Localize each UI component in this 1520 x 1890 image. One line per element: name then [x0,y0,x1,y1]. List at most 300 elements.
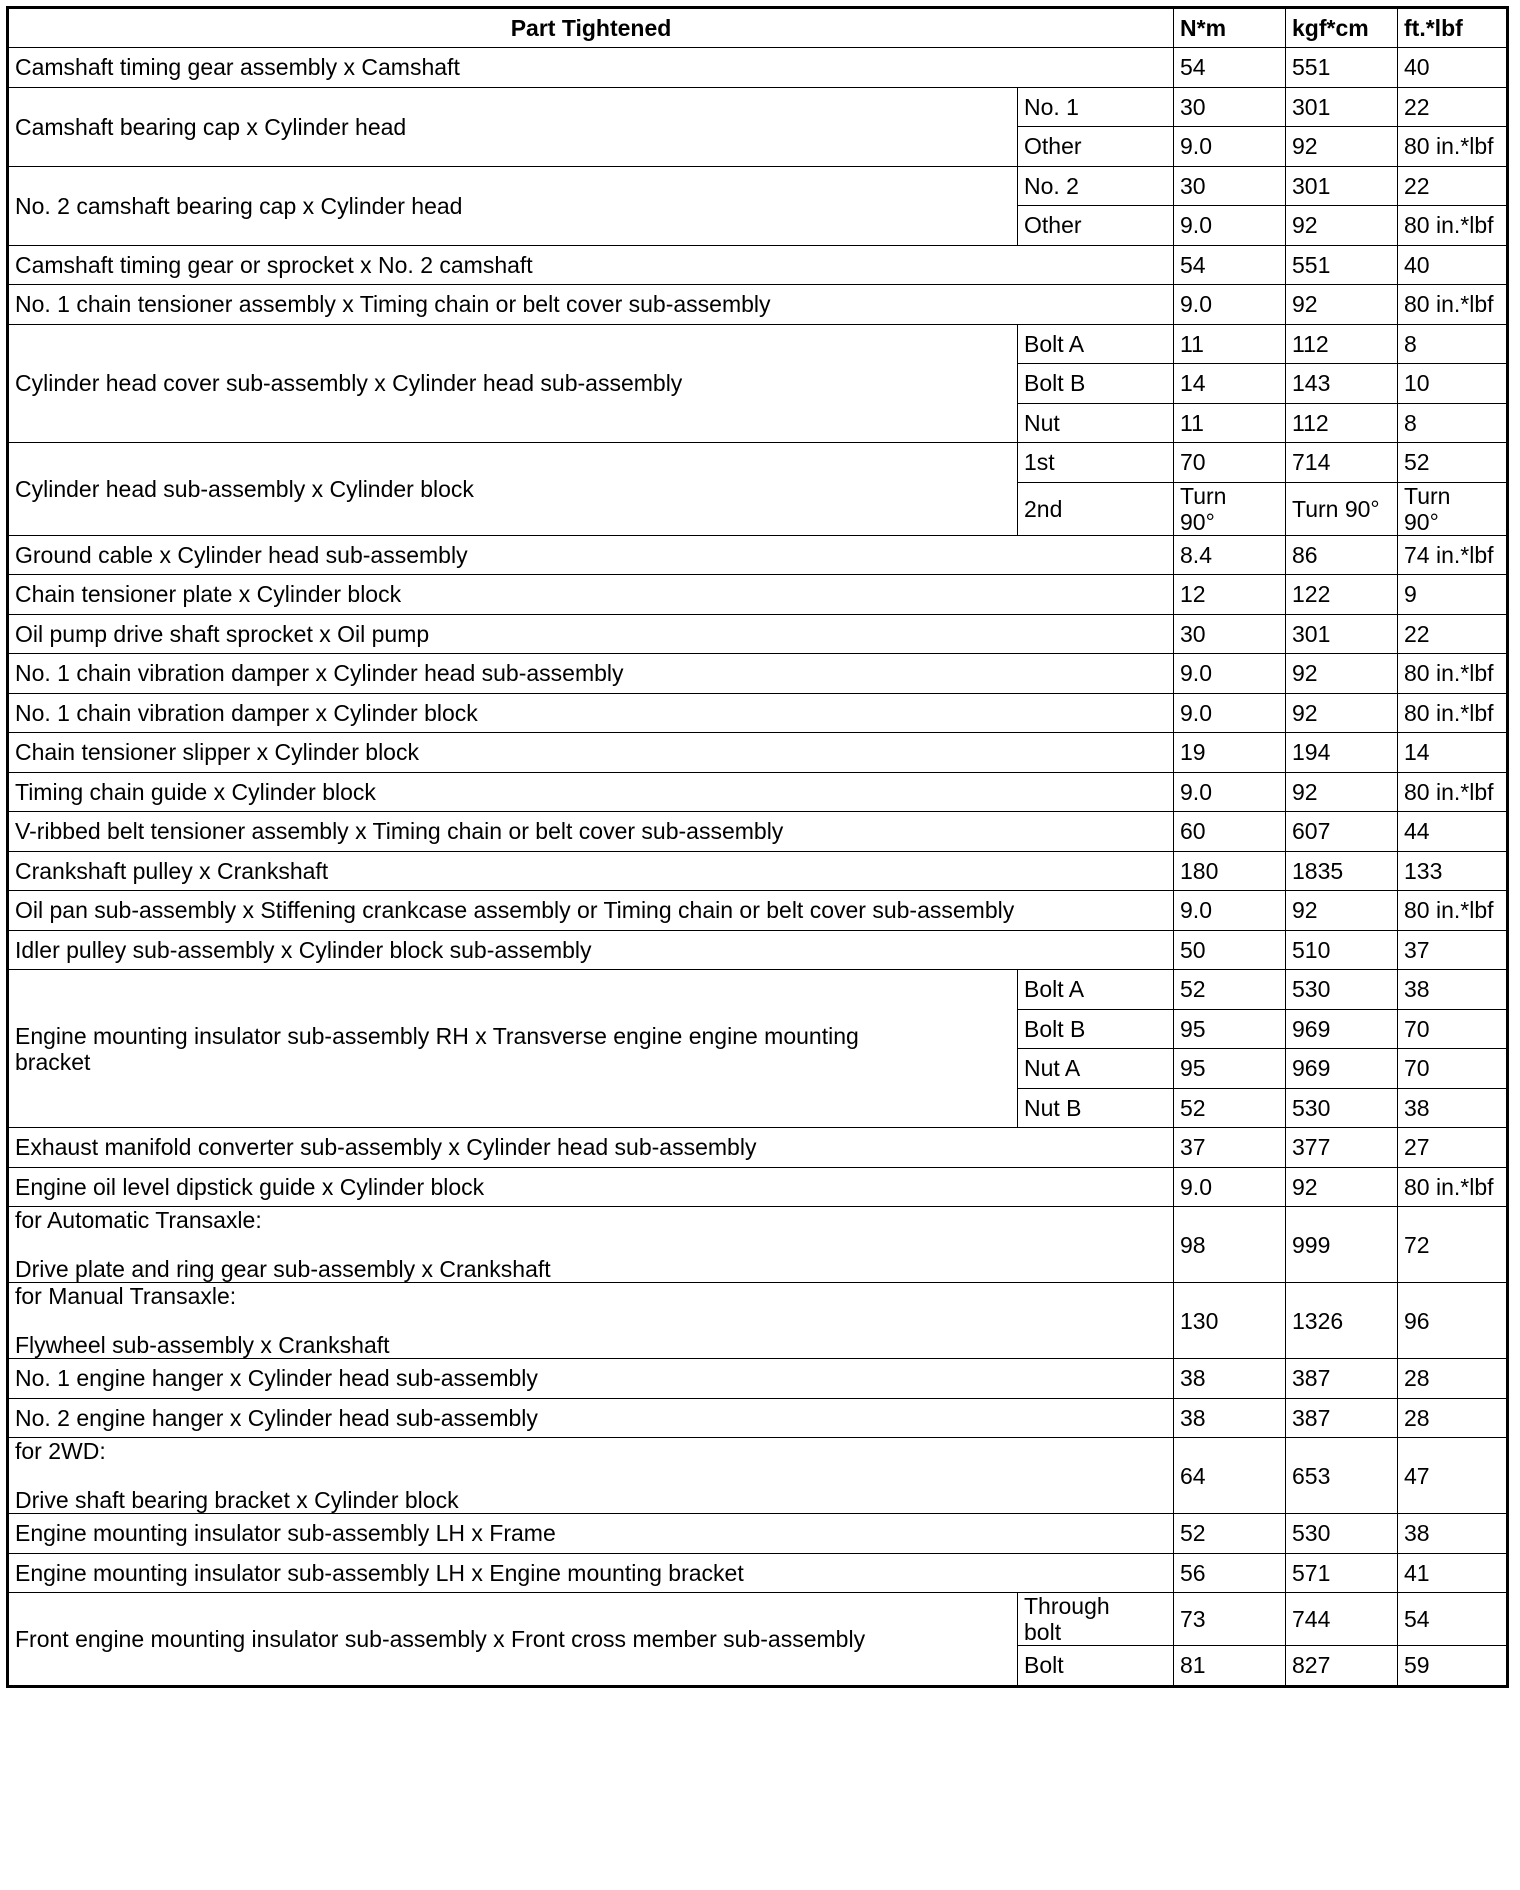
text-line: 30 [1180,93,1206,120]
torque-kgf-cm-cell [1286,1128,1398,1168]
text-line: 38 [1404,1520,1430,1547]
torque-nm-cell [1174,733,1286,773]
torque-nm-cell [1174,1553,1286,1593]
torque-ft-lbf-cell [1398,654,1508,694]
torque-nm-cell [1174,245,1286,285]
torque-kgf-cm-cell [1286,1646,1398,1687]
text-line: 9.0 [1180,897,1212,924]
text-line: 387 [1292,1365,1331,1392]
torque-ft-lbf-cell [1398,206,1508,246]
table-row [8,48,1508,88]
part-tightened-cell [8,87,1018,166]
table-row [8,1359,1508,1399]
part-tightened-cell [8,1359,1174,1399]
text-line [15,1464,1167,1487]
text-line: 9.0 [1180,133,1212,160]
text-line: 744 [1292,1606,1331,1632]
text-line: 90° [1404,508,1439,535]
table-row [8,285,1508,325]
torque-ft-lbf-cell [1398,166,1508,206]
torque-kgf-cm-cell [1286,1283,1398,1359]
text-line: No. 1 chain vibration damper x Cylinder head sub-assembly [15,660,624,687]
text-line: 11 [1180,330,1204,357]
fastener-label-cell [1018,1088,1174,1128]
part-tightened-cell [8,48,1174,88]
part-tightened-cell [8,693,1174,733]
text-line: 41 [1404,1559,1430,1586]
text-line: 40 [1404,54,1430,81]
text-line: 80 in.*lbf [1404,778,1494,805]
table-row [8,1593,1508,1646]
torque-ft-lbf-cell [1398,891,1508,931]
torque-kgf-cm-cell [1286,482,1398,535]
table-row [8,575,1508,615]
text-line: 52 [1180,1520,1206,1547]
part-tightened-cell [8,614,1174,654]
part-tightened-cell [8,166,1018,245]
torque-nm-cell [1174,1009,1286,1049]
text-line: 1st [1024,449,1055,476]
text-line: Nut B [1024,1094,1082,1121]
torque-ft-lbf-cell [1398,403,1508,443]
text-line: 133 [1404,857,1443,884]
torque-nm-cell [1174,403,1286,443]
torque-kgf-cm-cell [1286,1438,1398,1514]
torque-kgf-cm-cell [1286,1049,1398,1089]
torque-ft-lbf-cell [1398,482,1508,535]
text-line: 52 [1180,976,1206,1003]
torque-ft-lbf-cell [1398,614,1508,654]
torque-kgf-cm-cell [1286,654,1398,694]
torque-nm-cell [1174,1593,1286,1646]
table-row [8,733,1508,773]
torque-kgf-cm-cell [1286,206,1398,246]
text-line: 827 [1292,1652,1331,1679]
torque-nm-cell [1174,48,1286,88]
text-line: Through [1024,1593,1110,1619]
text-line: 74 in.*lbf [1404,541,1494,568]
torque-kgf-cm-cell [1286,851,1398,891]
text-line: No. 1 chain vibration damper x Cylinder block [15,699,478,726]
torque-rows [8,48,1508,1687]
fastener-label-cell [1018,1009,1174,1049]
text-line: 1326 [1292,1307,1344,1334]
text-line: for Automatic Transaxle: [15,1207,262,1233]
table-row [8,693,1508,733]
text-line: Other [1024,133,1082,160]
table-row [8,851,1508,891]
text-line: Turn [1404,482,1451,509]
fastener-label-cell [1018,87,1174,127]
torque-ft-lbf-cell [1398,1283,1508,1359]
text-line: 70 [1404,1015,1430,1042]
text-line: Flywheel sub-assembly x Crankshaft [15,1332,390,1358]
text-line: 22 [1404,620,1430,647]
text-line: 387 [1292,1404,1331,1431]
table-row [8,812,1508,852]
torque-ft-lbf-cell [1398,1207,1508,1283]
text-line: 130 [1180,1307,1219,1334]
part-tightened-cell [8,930,1174,970]
torque-kgf-cm-cell [1286,891,1398,931]
torque-nm-cell [1174,1438,1286,1514]
text-line: Engine oil level dipstick guide x Cylinder block [15,1173,485,1200]
torque-nm-cell [1174,851,1286,891]
text-line: 8.4 [1180,541,1212,568]
torque-nm-cell [1174,285,1286,325]
text-line: Engine mounting insulator sub-assembly RH x Transverse engine engine mounting [15,1022,859,1049]
torque-nm-cell [1174,930,1286,970]
text-line: 143 [1292,370,1331,397]
torque-ft-lbf-cell [1398,48,1508,88]
torque-kgf-cm-cell [1286,443,1398,483]
torque-ft-lbf-cell [1398,733,1508,773]
text-line: 92 [1292,1173,1318,1200]
torque-kgf-cm-cell [1286,1514,1398,1554]
text-line: Engine mounting insulator sub-assembly LH x Engine mounting bracket [15,1559,744,1586]
text-line: 59 [1404,1652,1430,1679]
part-tightened-cell [8,1283,1174,1359]
table-row [8,614,1508,654]
torque-nm-cell [1174,1049,1286,1089]
torque-ft-lbf-cell [1398,364,1508,404]
torque-ft-lbf-cell [1398,1359,1508,1399]
torque-kgf-cm-cell [1286,324,1398,364]
text-line: Timing chain guide x Cylinder block [15,778,376,805]
torque-nm-cell [1174,693,1286,733]
table-row [8,891,1508,931]
torque-kgf-cm-cell [1286,693,1398,733]
part-tightened-cell [8,733,1174,773]
text-line: 530 [1292,1520,1331,1547]
text-line: for 2WD: [15,1438,106,1464]
text-line: 9 [1404,581,1417,608]
torque-kgf-cm-cell [1286,614,1398,654]
torque-nm-cell [1174,614,1286,654]
text-line: 28 [1404,1365,1430,1392]
text-line: 98 [1180,1231,1206,1258]
torque-ft-lbf-cell [1398,772,1508,812]
torque-ft-lbf-cell [1398,812,1508,852]
torque-ft-lbf-cell [1398,443,1508,483]
torque-kgf-cm-cell [1286,733,1398,773]
torque-nm-cell [1174,1514,1286,1554]
table-row [8,654,1508,694]
text-line: 92 [1292,660,1318,687]
text-line: 80 in.*lbf [1404,212,1494,239]
fastener-label-cell [1018,970,1174,1010]
torque-ft-lbf-cell [1398,1398,1508,1438]
header-nm: N*m [1174,8,1286,48]
torque-kgf-cm-cell [1286,48,1398,88]
text-line: 9.0 [1180,1173,1212,1200]
text-line: 38 [1180,1404,1206,1431]
text-line: 54 [1180,251,1206,278]
text-line: Crankshaft pulley x Crankshaft [15,857,329,884]
text-line: Oil pump drive shaft sprocket x Oil pump [15,620,430,647]
part-tightened-cell [8,1207,1174,1283]
torque-ft-lbf-cell [1398,851,1508,891]
table-row [8,772,1508,812]
text-line: 9.0 [1180,660,1212,687]
text-line: Nut A [1024,1055,1081,1082]
part-tightened-cell [8,654,1174,694]
torque-kgf-cm-cell [1286,575,1398,615]
part-tightened-cell [8,970,1018,1128]
torque-nm-cell [1174,87,1286,127]
text-line: 12 [1180,581,1206,608]
torque-ft-lbf-cell [1398,1553,1508,1593]
text-line: 714 [1292,449,1331,476]
text-line: No. 2 [1024,172,1079,199]
torque-kgf-cm-cell [1286,364,1398,404]
torque-nm-cell [1174,482,1286,535]
torque-nm-cell [1174,443,1286,483]
torque-ft-lbf-cell [1398,930,1508,970]
text-line: 969 [1292,1055,1331,1082]
text-line: Camshaft timing gear assembly x Camshaft [15,54,460,81]
torque-nm-cell [1174,1359,1286,1399]
text-line: 47 [1404,1462,1430,1489]
text-line: 70 [1404,1055,1430,1082]
part-tightened-cell [8,1593,1018,1687]
torque-kgf-cm-cell [1286,1009,1398,1049]
text-line: 92 [1292,133,1318,160]
text-line: 551 [1292,251,1331,278]
table-row [8,1553,1508,1593]
text-line: Chain tensioner slipper x Cylinder block [15,739,419,766]
table-row [8,245,1508,285]
text-line: Ground cable x Cylinder head sub-assembly [15,541,468,568]
text-line: 54 [1180,54,1206,81]
text-line: 44 [1404,818,1430,845]
table-row [8,1438,1508,1514]
text-line: Front engine mounting insulator sub-assembly x Front cross member sub-assembly [15,1625,866,1652]
text-line: 80 in.*lbf [1404,1173,1494,1200]
text-line: 92 [1292,699,1318,726]
text-line: 28 [1404,1404,1430,1431]
text-line: Bolt B [1024,370,1086,397]
text-line: Cylinder head cover sub-assembly x Cylinder head sub-assembly [15,370,683,397]
torque-ft-lbf-cell [1398,1646,1508,1687]
part-tightened-cell [8,285,1174,325]
text-line: Exhaust manifold converter sub-assembly x Cylinder head sub-assembly [15,1134,757,1161]
part-tightened-cell [8,443,1018,536]
torque-nm-cell [1174,1646,1286,1687]
text-line: 2nd [1024,495,1063,522]
text-line: 1835 [1292,857,1344,884]
text-line: 80 in.*lbf [1404,699,1494,726]
text-line: 9.0 [1180,778,1212,805]
torque-kgf-cm-cell [1286,285,1398,325]
text-line: 180 [1180,857,1219,884]
torque-nm-cell [1174,206,1286,246]
torque-ft-lbf-cell [1398,1049,1508,1089]
text-line: No. 1 chain tensioner assembly x Timing chain or belt cover sub-assembly [15,291,771,318]
text-line: 22 [1404,93,1430,120]
text-line: 96 [1404,1307,1430,1334]
fastener-label-cell [1018,206,1174,246]
text-line: 9.0 [1180,291,1212,318]
fastener-label-cell [1018,403,1174,443]
torque-kgf-cm-cell [1286,772,1398,812]
table-row [8,87,1508,127]
header-ft-lbf: ft.*lbf [1398,8,1508,48]
torque-nm-cell [1174,166,1286,206]
text-line: 22 [1404,172,1430,199]
part-tightened-cell [8,851,1174,891]
torque-kgf-cm-cell [1286,812,1398,852]
part-tightened-cell [8,535,1174,575]
torque-nm-cell [1174,127,1286,167]
text-line: 40 [1404,251,1430,278]
torque-spec-document [6,6,1509,1688]
text-line: No. 2 engine hanger x Cylinder head sub-assembly [15,1404,538,1431]
text-line: 530 [1292,976,1331,1003]
torque-ft-lbf-cell [1398,285,1508,325]
torque-kgf-cm-cell [1286,87,1398,127]
torque-ft-lbf-cell [1398,535,1508,575]
text-line: Bolt A [1024,976,1085,1003]
torque-ft-lbf-cell [1398,87,1508,127]
torque-kgf-cm-cell [1286,1088,1398,1128]
header-kgf-cm: kgf*cm [1286,8,1398,48]
torque-spec-table [6,6,1509,1688]
fastener-label-cell [1018,1049,1174,1089]
fastener-label-cell [1018,1646,1174,1687]
text-line: 14 [1404,739,1430,766]
text-line: 530 [1292,1094,1331,1121]
part-tightened-cell [8,1398,1174,1438]
part-tightened-cell [8,1128,1174,1168]
torque-nm-cell [1174,1088,1286,1128]
text-line: 8 [1404,409,1417,436]
text-line: 27 [1404,1134,1430,1161]
text-line: 301 [1292,93,1331,120]
torque-nm-cell [1174,1283,1286,1359]
torque-ft-lbf-cell [1398,693,1508,733]
header-part-tightened: Part Tightened [8,8,1174,48]
text-line: Other [1024,212,1082,239]
text-line: 37 [1180,1134,1206,1161]
torque-kgf-cm-cell [1286,1207,1398,1283]
text-line: 8 [1404,330,1417,357]
text-line [15,1309,1167,1332]
table-row [8,1207,1508,1283]
table-row [8,535,1508,575]
text-line: 607 [1292,818,1331,845]
fastener-label-cell [1018,1593,1174,1646]
table-row [8,1514,1508,1554]
torque-nm-cell [1174,1398,1286,1438]
text-line: 60 [1180,818,1206,845]
text-line: 92 [1292,897,1318,924]
part-tightened-cell [8,324,1018,443]
text-line: 90° [1180,508,1215,535]
text-line: Drive plate and ring gear sub-assembly x Crankshaft [15,1256,551,1282]
torque-nm-cell [1174,575,1286,615]
text-line: for Manual Transaxle: [15,1283,237,1309]
text-line: 95 [1180,1055,1206,1082]
part-tightened-cell [8,772,1174,812]
fastener-label-cell [1018,127,1174,167]
torque-kgf-cm-cell [1286,1553,1398,1593]
text-line: 571 [1292,1559,1331,1586]
table-row [8,1283,1508,1359]
part-tightened-cell [8,245,1174,285]
torque-kgf-cm-cell [1286,1398,1398,1438]
text-line: 50 [1180,936,1206,963]
torque-nm-cell [1174,970,1286,1010]
torque-kgf-cm-cell [1286,970,1398,1010]
torque-kgf-cm-cell [1286,166,1398,206]
text-line: 30 [1180,172,1206,199]
text-line: 10 [1404,370,1430,397]
text-line: 38 [1180,1365,1206,1392]
text-line: No. 2 camshaft bearing cap x Cylinder head [15,192,463,219]
torque-ft-lbf-cell [1398,127,1508,167]
torque-kgf-cm-cell [1286,245,1398,285]
torque-kgf-cm-cell [1286,1167,1398,1207]
text-line: bolt [1024,1619,1062,1645]
text-line: 52 [1404,449,1430,476]
table-row [8,1128,1508,1168]
part-tightened-cell [8,1514,1174,1554]
text-line: 112 [1292,330,1329,357]
text-line: 122 [1292,581,1331,608]
fastener-label-cell [1018,482,1174,535]
text-line: Camshaft bearing cap x Cylinder head [15,113,407,140]
torque-kgf-cm-cell [1286,127,1398,167]
text-line: 9.0 [1180,212,1212,239]
torque-nm-cell [1174,1207,1286,1283]
text-line: Turn [1180,482,1227,509]
table-row [8,970,1508,1010]
text-line: 37 [1404,936,1430,963]
torque-ft-lbf-cell [1398,1009,1508,1049]
torque-nm-cell [1174,1128,1286,1168]
text-line: 551 [1292,54,1331,81]
text-line: bracket [15,1048,91,1075]
text-line: Idler pulley sub-assembly x Cylinder block sub-assembly [15,936,592,963]
text-line: 510 [1292,936,1331,963]
table-row [8,930,1508,970]
text-line: 194 [1292,739,1331,766]
text-line: 377 [1292,1134,1331,1161]
part-tightened-cell [8,891,1174,931]
fastener-label-cell [1018,166,1174,206]
text-line: Drive shaft bearing bracket x Cylinder block [15,1487,459,1513]
text-line: 92 [1292,291,1318,318]
text-line: V-ribbed belt tensioner assembly x Timing chain or belt cover sub-assembly [15,818,784,845]
text-line: 80 in.*lbf [1404,133,1494,160]
text-line: Turn 90° [1292,495,1380,522]
torque-nm-cell [1174,324,1286,364]
table-row [8,1398,1508,1438]
text-line: Bolt A [1024,330,1085,357]
text-line: 11 [1180,409,1204,436]
fastener-label-cell [1018,443,1174,483]
part-tightened-cell [8,1167,1174,1207]
torque-nm-cell [1174,812,1286,852]
torque-nm-cell [1174,1167,1286,1207]
text-line: 80 in.*lbf [1404,291,1494,318]
text-line: Engine mounting insulator sub-assembly LH x Frame [15,1520,556,1547]
text-line: 301 [1292,620,1331,647]
header-row [8,8,1508,48]
text-line: Bolt [1024,1652,1064,1679]
part-tightened-cell [8,1553,1174,1593]
